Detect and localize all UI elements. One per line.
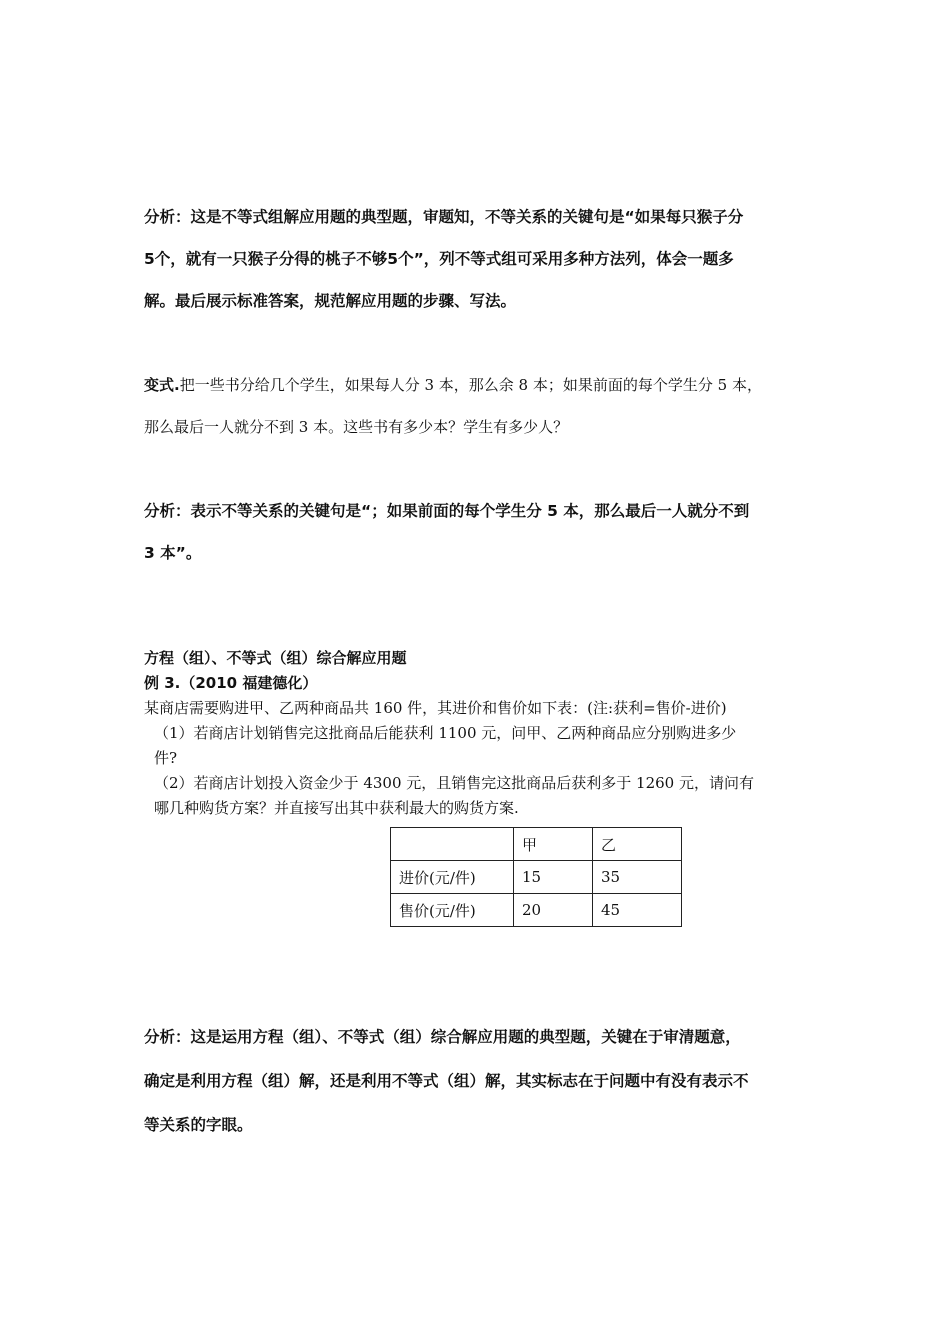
table-header-row — [391, 828, 682, 861]
table-cell: 进价(元/件) — [391, 861, 514, 894]
analysis-1 — [144, 196, 824, 322]
analysis-2-line: 分析：表示不等关系的关键句是“；如果前面的每个学生分 5 本，那么最后一人就分不到 — [144, 502, 750, 520]
table-cell: 乙 — [593, 828, 682, 861]
variant-label: 变式. — [144, 376, 180, 394]
table-row — [391, 894, 682, 927]
analysis-2 — [144, 490, 824, 574]
analysis-2-line: 3 本”。 — [144, 544, 202, 562]
table-cell: 35 — [593, 861, 682, 894]
analysis-3-line: 等关系的字眼。 — [144, 1116, 253, 1134]
table-cell: 15 — [514, 861, 593, 894]
analysis-3-line: 分析：这是运用方程（组）、不等式（组）综合解应用题的典型题，关键在于审清题意， — [144, 1028, 741, 1046]
section-heading: 方程（组）、不等式（组）综合解应用题 — [144, 649, 407, 667]
variant-line-2: 那么最后一人就分不到 3 本。这些书有多少本？学生有多少人？ — [144, 418, 569, 436]
analysis-1-line: 解。最后展示标准答案，规范解应用题的步骤、写法。 — [144, 292, 517, 310]
analysis-3 — [144, 1015, 824, 1147]
table-cell: 20 — [514, 894, 593, 927]
price-table — [390, 827, 682, 927]
question-1-line-2: 件? — [154, 749, 178, 767]
table-cell: 甲 — [514, 828, 593, 861]
question-2-line-1: （2）若商店计划投入资金少于 4300 元，且销售完这批商品后获利多于 1260 元，请问有 — [154, 774, 754, 792]
example-title: 例 3.（2010 福建德化） — [144, 674, 318, 692]
analysis-3-line: 确定是利用方程（组）解，还是利用不等式（组）解，其实标志在于问题中有没有表示不 — [144, 1072, 749, 1090]
variant-text-1: 把一些书分给几个学生，如果每人分 3 本，那么余 8 本；如果前面的每个学生分 5 本， — [179, 376, 762, 394]
example-3 — [144, 646, 824, 821]
table-row — [391, 861, 682, 894]
analysis-1-line: 5个，就有一只猴子分得的桃子不够5个”，列不等式组可采用多种方法列，体会一题多 — [144, 250, 734, 268]
example-intro: 某商店需要购进甲、乙两种商品共 160 件，其进价和售价如下表：(注:获利=售价-进价) — [144, 699, 727, 717]
question-2-line-2: 哪几种购货方案？并直接写出其中获利最大的购货方案. — [154, 799, 519, 817]
table-cell: 45 — [593, 894, 682, 927]
table-cell: 售价(元/件) — [391, 894, 514, 927]
variant-line-1 — [144, 364, 824, 406]
table-cell — [391, 828, 514, 861]
analysis-1-line: 分析：这是不等式组解应用题的典型题，审题知，不等关系的关键句是“如果每只猴子分 — [144, 208, 744, 226]
question-1-line-1: （1）若商店计划销售完这批商品后能获利 1100 元，问甲、乙两种商品应分别购进多少 — [154, 724, 737, 742]
variant-problem — [144, 364, 824, 448]
